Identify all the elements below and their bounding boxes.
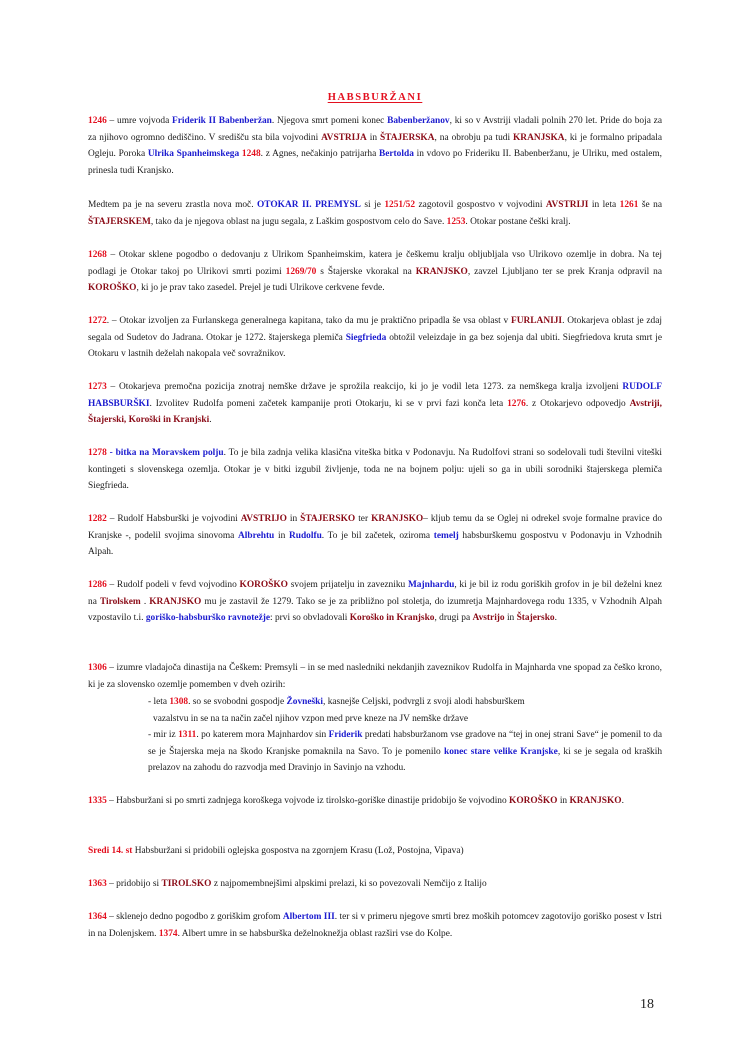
paragraph-1278 (88, 445, 662, 495)
region-highlight: Štajersko (516, 613, 555, 624)
text-run: . (140, 596, 150, 607)
region-highlight: Avstrijo (472, 613, 505, 624)
year-highlight: 1374 (158, 928, 178, 939)
region-highlight: TIROLSKO (161, 879, 212, 889)
text-run: – kljub temu da se Oglej ni odrekel svoje formalne pravice do Kranjske -, podelil svojima sinovoma (88, 514, 663, 541)
text-run: , kasnejše Celjski, podvrgli z svoji alodi habsburškem (323, 697, 525, 707)
text-run: – Rudolf podeli v fevd vojvodino (106, 580, 240, 590)
text-run: . ter si v primeru njegove smrti brez moških potomcev zagotovijo goriško posest v Istri in na Dolenjskem. (88, 912, 663, 939)
year-highlight: 1282 (88, 514, 107, 524)
text-run: , drugi pa (434, 613, 473, 624)
text-run: . Izvolitev Rudolfa pomeni začetek kampanije proti Otokarju, ki se v prvi fazi konča leta (149, 398, 508, 409)
text-run: obtožil veleizdaje in ga bez sojenja dal ubiti. Siegfriedova kruta smrt je Otokaru v lastnih deželah nakopala več sovražnikov. (88, 332, 662, 360)
region-highlight: AVSTRIJO (240, 514, 287, 524)
text-run: . To je bil začetek, oziroma (321, 530, 434, 541)
text-run: še na (638, 200, 662, 210)
region-highlight: KRANJSKO (569, 796, 622, 806)
paragraph-1273 (88, 379, 662, 429)
text-run: z najpomembnejšimi alpskimi prelazi, ki so povezovali Nemčijo z Italijo (211, 879, 487, 889)
name-highlight: bitka na Moravskem polju (115, 448, 224, 458)
text-run: – pridobijo si (106, 879, 162, 889)
year-highlight: 1273 (88, 382, 107, 392)
paragraph-1335 (88, 793, 662, 810)
text-run: predati habsburžanom vse gradove na “tej in onej strani Save“ je pomenil to da se je Štajerska meja na škodo Kranjske pomaknila na Savo. To je pomenilo (148, 730, 662, 757)
text-run: si je (360, 200, 385, 210)
name-highlight: Bertolda (378, 149, 414, 160)
year-highlight: 1286 (88, 580, 107, 590)
year-highlight: 1363 (88, 879, 107, 889)
text-run: , ki so v Avstriji vladali polnih 270 let. Pride do boja za za njihovo ogromno dediščino. V središču sta bila vojvodini (88, 116, 662, 143)
text-run: in vdovo po Frideriku II. Babenberžanu, je Ulriku, med ostalem, prinesla tudi Kranjsko. (88, 149, 662, 176)
year-highlight: 1278 (88, 448, 107, 458)
text-run: - mir iz (148, 730, 179, 740)
region-highlight: FURLANIJI (511, 316, 563, 326)
text-run: : prvi so obvladovali (270, 613, 350, 624)
text-run: , na obrobju pa tudi (434, 132, 513, 143)
list-item-1311 (148, 727, 662, 777)
region-highlight: KRANJSKO (371, 514, 424, 524)
text-run: . Njegova smrt pomeni konec (271, 116, 388, 126)
page-number: 18 (640, 997, 654, 1012)
region-highlight: ŠTAJERSKO (300, 514, 356, 524)
region-highlight: AVSTRIJA (321, 132, 367, 143)
name-highlight: RUDOLF HABSBURŠKI (88, 382, 662, 409)
region-highlight: ŠTAJERSKA (379, 132, 435, 143)
region-highlight: AVSTRIJI (545, 200, 589, 210)
text-run: . z Otokarjevo odpovedjo (525, 398, 630, 409)
name-highlight: Babenberžanov (387, 116, 450, 126)
text-run: . so se svobodni gospodje (188, 697, 287, 707)
list-item-1308 (148, 694, 662, 727)
name-highlight: Albertom III (282, 912, 335, 922)
text-run: – sklenejo dedno pogodbo z goriškim grofom (106, 912, 283, 922)
text-run: . (554, 613, 557, 624)
text-run: in (366, 132, 380, 143)
text-run: habsburškemu gospostvu v Podonavju in Vzhodnih Alpah. (88, 530, 662, 558)
text-run: Habsburžani si pridobili oglejska gospostva na zgornjem Krasu (Lož, Postojna, Vipava) (132, 846, 464, 856)
name-highlight: Friderik II Babenberžan (172, 116, 272, 126)
text-run: , tako da je njegova oblast na jugu segala, z Laškim gospostvom celo do Save. (150, 216, 447, 227)
region-highlight: KRANJSKO (149, 596, 202, 607)
paragraph-1272 (88, 313, 662, 363)
text-run: , ki je bil iz rodu goriških grofov in je bil deželni knez na (88, 580, 663, 607)
region-highlight: KRANJSKA (513, 132, 565, 143)
name-highlight: konec stare velike Kranjske (444, 746, 558, 757)
region-highlight: Tirolskem (99, 596, 141, 607)
text-run: ter (355, 514, 372, 524)
text-run: - leta (148, 697, 170, 707)
name-highlight: Siegfrieda (345, 332, 387, 343)
name-highlight: - (106, 448, 116, 458)
text-run: – Otokarjeva premočna pozicija znotraj nemške države je sprožila reakcijo, ki jo je vodil leta 1273. za nemškega kralja izvoljeni (106, 382, 623, 392)
text-run: , ki jo je prav tako zasedel. Prejel je tudi Ulrikove cerkvene fevde. (136, 283, 385, 294)
name-highlight: temelj (433, 530, 459, 541)
text-run: . (621, 796, 624, 806)
year-highlight: 1335 (88, 796, 107, 806)
text-run: – umre vojvoda (106, 116, 173, 126)
text-run: in (274, 530, 289, 541)
region-highlight: KOROŠKO (509, 796, 558, 806)
year-highlight: 1276 (507, 398, 526, 409)
text-run: . To je bila zadnja velika klasična viteška bitka v Podonavju. Na Rudolfovi strani so sodelovali tudi številni viteški kontingeti s slovenskega ozemlja. Otokar je v bitki izgubil življenje, toda ne na bojnem polju: ujeli so ga in ubili sorodniki štajerskega plemiča Siegfrieda. (88, 448, 663, 492)
text-run: . Otokarjeva oblast je zdaj segala od Sudetov do Jadrana. Otokar je 1272. štajerskega plemiča (88, 316, 663, 343)
text-run: , ki se je segala od kraških prelazov na zahodu do razvodja med Dravinjo in Savinjo na vzhodu. (148, 746, 663, 774)
text-run: Medtem pa je na severu zrastla nova moč. (88, 200, 258, 210)
year-highlight: 1306 (88, 663, 107, 673)
text-run: in leta (588, 200, 620, 210)
name-highlight: Žovneški (286, 697, 324, 707)
paragraph-otokar (88, 197, 662, 230)
name-highlight: Rudolfu (288, 530, 322, 541)
region-highlight: KOROŠKO (88, 283, 137, 294)
text-run: s Štajerske vkorakal na (316, 266, 416, 277)
year-highlight: 1364 (88, 912, 107, 922)
text-run: . z Agnes, nečakinjo patrijarha (260, 149, 379, 160)
paragraph-1306 (88, 660, 662, 693)
paragraph-1364 (88, 909, 662, 942)
region-highlight: KOROŠKO (239, 580, 288, 590)
text-run: . Otokar postane češki kralj. (465, 216, 571, 227)
text-run: in (286, 514, 301, 524)
text-run: , ki je formalno pripadala Ogleju. Poroka (88, 132, 662, 160)
year-highlight: 1253 (446, 216, 466, 227)
paragraph-1286 (88, 577, 662, 627)
text-run: . po katerem mora Majnhardov sin (196, 730, 329, 740)
text-run: zagotovil gospostvo v vojvodini (415, 200, 546, 210)
text-run: vazalstvu in se na ta način začel njihov vzpon med prve kneze na JV nemške države (153, 713, 469, 724)
year-highlight: 1246 (88, 116, 107, 126)
paragraph-1246 (88, 113, 662, 179)
name-highlight: goriško-habsburško ravnotežje (145, 613, 271, 624)
region-highlight: ŠTAJERSKEM (88, 216, 151, 227)
region-highlight: Avstriji, Štajerski, Koroški in Kranjski (88, 398, 662, 426)
year-highlight: 1311 (178, 730, 197, 740)
text-run: in (557, 796, 570, 806)
region-highlight: KRANJSKO (415, 266, 468, 277)
name-highlight: Albrehtu (237, 530, 275, 541)
paragraph-1363 (88, 876, 662, 893)
year-highlight: 1261 (619, 200, 639, 210)
year-highlight: Sredi 14. st (88, 846, 133, 856)
text-run: . (209, 415, 212, 426)
year-highlight: 1272 (88, 316, 107, 326)
text-run: – Otokar sklene pogodbo o dedovanju z Ulrikom Spanheimskim, katera je češkemu kralju obljubljala vso Ulrikovo ozemlje in dobra. Na tej podlagi je Otokar takoj po Ulrikovi smrti pozimi (88, 250, 662, 277)
list-item-1308-line2 (148, 711, 662, 728)
text-run: , zavzel Ljubljano ter se prek Kranja odpravil na (467, 266, 662, 277)
name-highlight: OTOKAR II. PREMYSL (257, 200, 361, 210)
name-highlight: Ulrika Spanheimskega (147, 149, 240, 160)
paragraph-sredi-14-st (88, 843, 662, 860)
text-run: – Rudolf Habsburški je vojvodini (106, 514, 241, 524)
text-run: mu je zastavil že 1279. Tako se je za približno pol stoletja, do izumretja Majnhardovega rodu 1335, v Vzhodnih Alpah vzpostavilo t.i. (88, 596, 662, 624)
name-highlight: Friderik (328, 730, 363, 740)
paragraph-1268 (88, 247, 662, 297)
text-run: svojem prijatelju in zavezniku (287, 580, 408, 590)
text-run: . Albert umre in se habsburška deželnoknežja oblast razširi vse do Kolpe. (177, 928, 453, 939)
list-item-1308-line1 (148, 694, 662, 711)
name-highlight: Majnhardu (407, 580, 455, 590)
region-highlight: Koroško in Kranjsko (349, 613, 435, 624)
text-run: . – Otokar izvoljen za Furlanskega generalnega kapitana, tako da mu je praktično pripadla še vsa oblast v (106, 316, 512, 326)
year-highlight: 1308 (169, 697, 189, 707)
text-run: – Habsburžani si po smrti zadnjega koroškega vojvode iz tirolsko-goriške dinastije pridobijo še vojvodino (106, 796, 510, 806)
year-highlight: 1268 (88, 250, 107, 260)
text-run: in (504, 613, 517, 624)
year-highlight: 1248 (241, 149, 261, 160)
year-highlight: 1251/52 (384, 200, 416, 210)
text-run: – izumre vladajoča dinastija na Češkem: Premsyli – in se med nasledniki nekdanjih zaveznikov Rudolfa in Majnharda vne spopad za češko krono, ki je za slovensko ozemlje pomemben v dveh ozirih: (88, 663, 662, 690)
page-title: HABSBURŽANI (327, 92, 423, 103)
year-highlight: 1269/70 (285, 266, 317, 277)
paragraph-1282 (88, 511, 662, 561)
